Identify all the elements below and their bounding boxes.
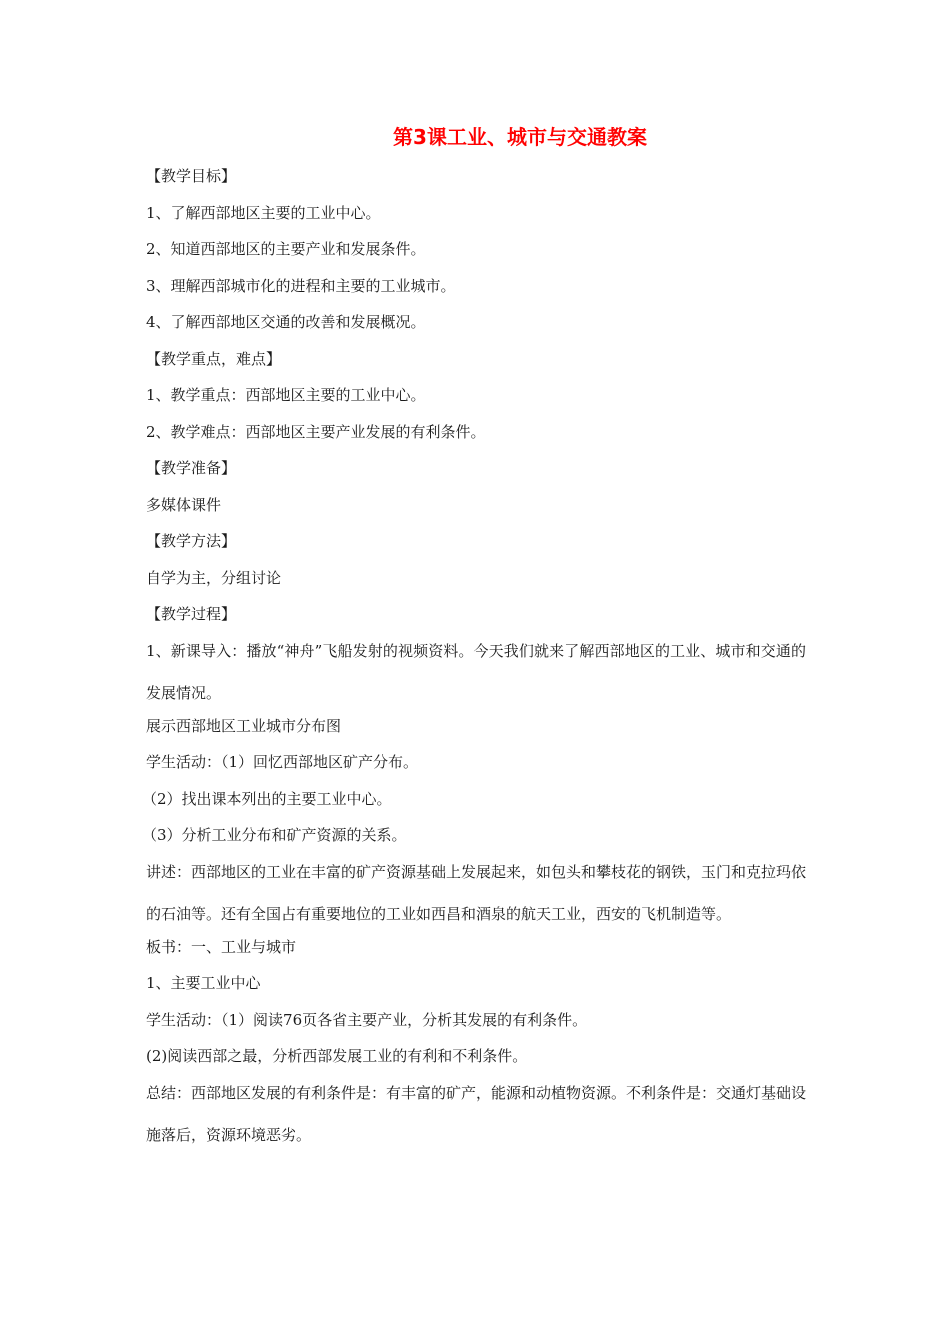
process-paragraph: 学生活动：（1）阅读76页各省主要产业，分析其发展的有利条件。 — [146, 1010, 588, 1029]
section-heading-objectives: 【教学目标】 — [146, 167, 237, 185]
process-paragraph: 板书：一、工业与城市 — [146, 937, 297, 956]
section-heading-preparation: 【教学准备】 — [146, 459, 237, 477]
preparation-text: 多媒体课件 — [146, 495, 222, 514]
objective-item: 4、了解西部地区交通的改善和发展概况。 — [146, 313, 426, 331]
objective-item: 2、知道西部地区的主要产业和发展条件。 — [146, 240, 426, 258]
process-paragraph: 讲述：西部地区的工业在丰富的矿产资源基础上发展起来，如包头和攀枝花的钢铁，玉门和克拉玛依的石油等。还有全国占有重要地位的工业如西昌和酒泉的航天工业，西安的飞机制造等。 — [146, 862, 807, 923]
methods-text: 自学为主，分组讨论 — [146, 568, 282, 587]
process-paragraph: （3）分析工业分布和矿产资源的关系。 — [142, 826, 407, 844]
process-paragraph: 1、主要工业中心 — [146, 974, 261, 992]
objective-item: 3、理解西部城市化的进程和主要的工业城市。 — [146, 276, 456, 295]
document-body — [142, 162, 807, 1154]
key-point-item: 2、教学难点：西部地区主要产业发展的有利条件。 — [146, 422, 486, 441]
objective-item: 1、了解西部地区主要的工业中心。 — [146, 203, 381, 222]
process-paragraph: 展示西部地区工业城市分布图 — [146, 716, 342, 735]
key-point-item: 1、教学重点：西部地区主要的工业中心。 — [146, 386, 426, 404]
document-title: 第3课工业、城市与交通教案 — [393, 125, 647, 149]
process-paragraph: 总结：西部地区发展的有利条件是：有丰富的矿产，能源和动植物资源。不利条件是：交通灯基础设施落后，资源环境恶劣。 — [146, 1083, 807, 1144]
process-paragraph: 学生活动：（1）回忆西部地区矿产分布。 — [146, 753, 419, 771]
process-paragraph: (2)阅读西部之最，分析西部发展工业的有利和不利条件。 — [146, 1047, 528, 1065]
process-paragraph: （2）找出课本列出的主要工业中心。 — [142, 789, 392, 808]
process-paragraph: 1、新课导入：播放“神舟”飞船发射的视频资料。今天我们就来了解西部地区的工业、城市和交通的发展情况。 — [146, 641, 806, 702]
section-heading-process: 【教学过程】 — [146, 605, 237, 623]
section-heading-methods: 【教学方法】 — [146, 532, 237, 550]
section-heading-key-points: 【教学重点，难点】 — [146, 349, 282, 368]
